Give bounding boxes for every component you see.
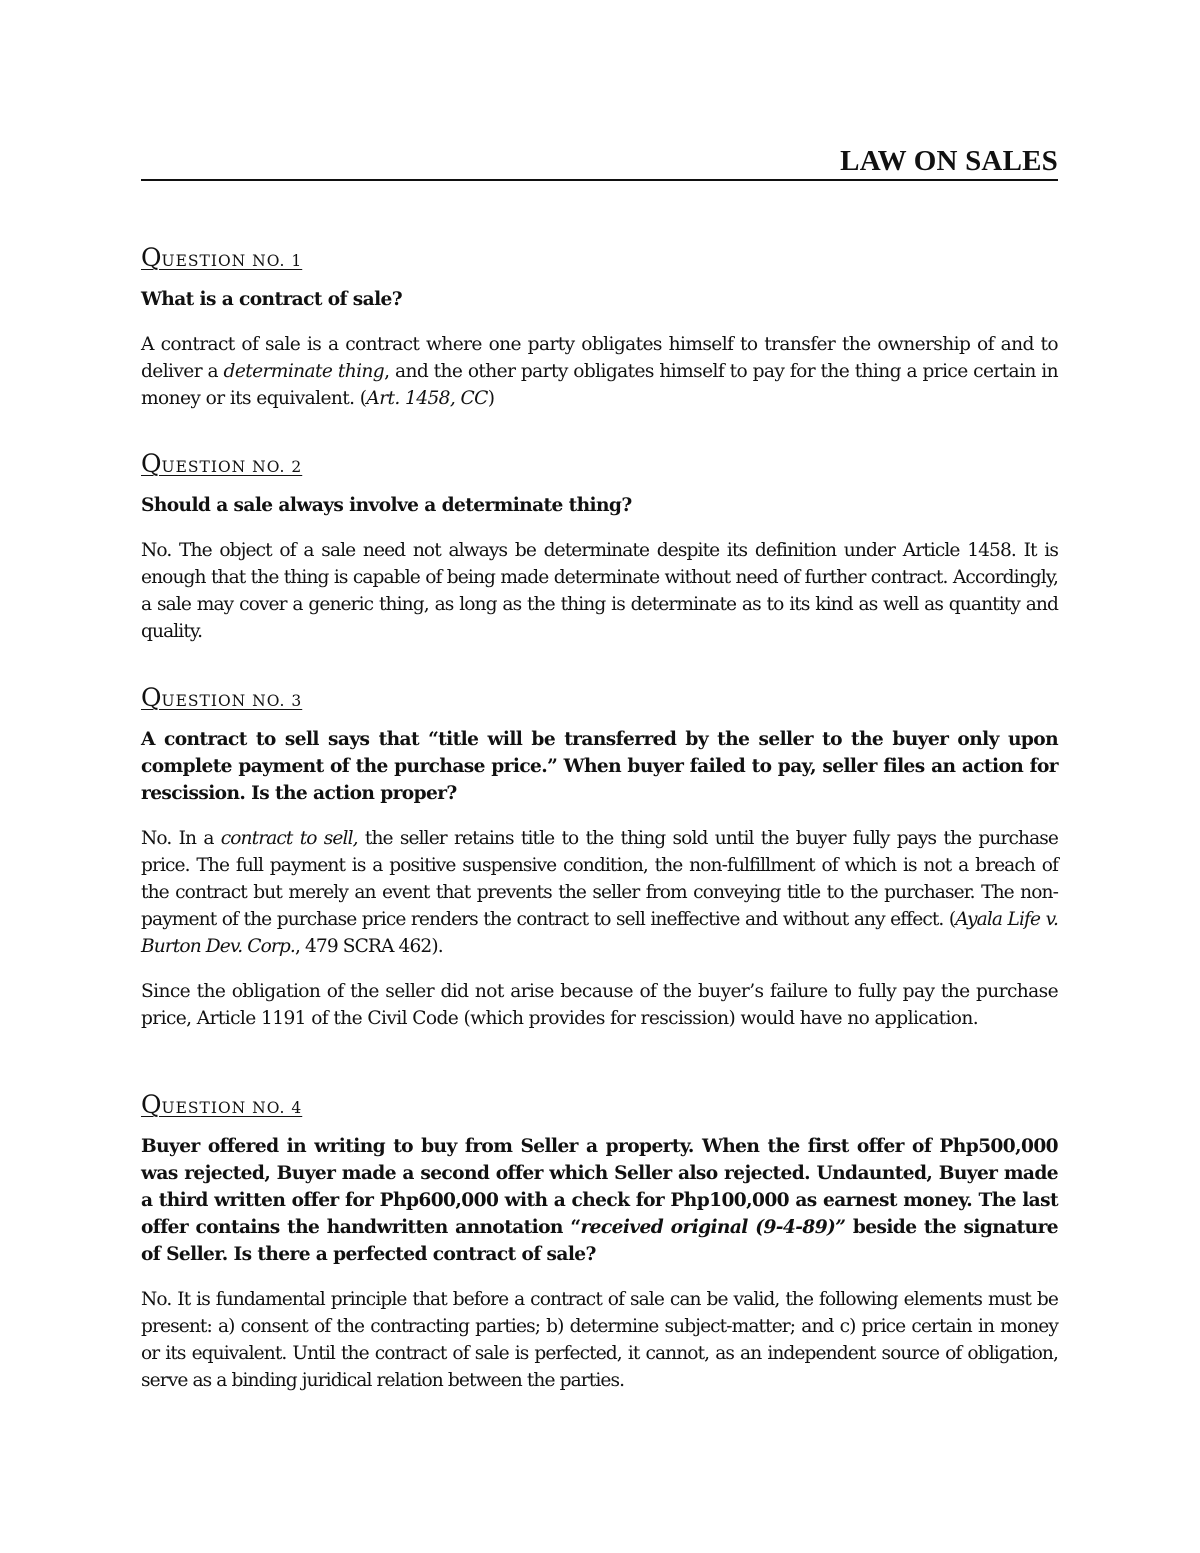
answer-text: No. It is fundamental principle that before a contract of sale can be valid, the following elements must be present: a) consent of the contracting parties; b) determine subject-matter; and c) price certain in money or its equivalent. Until the contract of sale is perfected, it cannot, as an independent source of obligation, serve as a binding juridical relation between the parties. — [141, 1289, 1058, 1391]
question-emphasis: received original (9-4-89)” — [580, 1217, 846, 1238]
heading-initial: Q — [141, 243, 162, 272]
question-block-2 — [141, 449, 1058, 645]
citation-emphasis: Ayala Life v. Burton Dev. Corp. — [141, 909, 1058, 957]
question-text: A contract to sell says that “title will be transferred by the seller to the buyer only upon complete payment of the purchase price.” When buyer failed to pay, seller files an action for rescission. Is the action proper? — [141, 729, 1058, 804]
answer-text — [141, 331, 1058, 412]
question-heading — [141, 243, 1058, 272]
question-heading — [141, 1090, 1058, 1119]
answer-segment: , 479 SCRA 462). — [294, 936, 443, 957]
heading-initial: Q — [141, 1090, 162, 1119]
question-text: What is a contract of sale? — [141, 289, 403, 310]
answer-emphasis: contract to sell, — [220, 828, 358, 849]
header-title: LAW ON SALES — [840, 145, 1058, 177]
answer-segment: A contract of sale is a contract where one party obligates himself to transfer the ownership of and to deliver a — [141, 334, 1058, 382]
question-block-1 — [141, 243, 1058, 412]
heading-rest: UESTION NO. 4 — [161, 1099, 303, 1117]
answer-text-2: Since the obligation of the seller did not arise because of the buyer’s failure to fully pay the purchase price, Article 1191 of the Civil Code (which provides for rescission) would have no application. — [141, 981, 1058, 1029]
question-segment: beside the signature of Seller. Is there a perfected contract of sale? — [141, 1217, 1058, 1265]
question-text — [141, 1133, 1058, 1268]
answer-emphasis: determinate thing — [223, 361, 385, 382]
answer-segment: the seller retains title to the thing sold until the buyer fully pays the purchase price. The full payment is a positive suspensive condition, the non-fulfillment of which is not a breach of the contract but merely an event that prevents the seller from conveying title to the purchaser. The non-payment of the purchase price renders the contract to sell ineffective and without any effect. ( — [141, 828, 1058, 930]
heading-rest: UESTION NO. 1 — [161, 252, 303, 270]
heading-initial: Q — [141, 449, 162, 478]
citation-emphasis: Art. 1458, CC — [366, 388, 488, 409]
answer-segment: , and the other party obligates himself to pay for the thing a price certain in money or its equivalent. ( — [141, 361, 1058, 409]
question-block-4 — [141, 1090, 1058, 1394]
question-heading — [141, 683, 1058, 712]
heading-rest: UESTION NO. 3 — [161, 692, 303, 710]
question-segment: Buyer offered in writing to buy from Seller a property. When the first offer of Php500,000 was rejected, Buyer made a second offer which Seller also rejected. Undaunted, Buyer made a third written offer for Php600,000 with a check for Php100,000 as earnest money. The last offer contains the handwritten annotation “ — [141, 1136, 1058, 1238]
page-header — [141, 145, 1058, 181]
answer-text — [141, 825, 1058, 960]
question-heading — [141, 449, 1058, 478]
question-text: Should a sale always involve a determinate thing? — [141, 495, 632, 516]
question-block-3 — [141, 683, 1058, 1032]
heading-rest: UESTION NO. 2 — [161, 458, 303, 476]
answer-text: No. The object of a sale need not always be determinate despite its definition under Article 1458. It is enough that the thing is capable of being made determinate without need of further contract. Accordingly, a sale may cover a generic thing, as long as the thing is determinate as to its kind as well as quantity and quality. — [141, 540, 1058, 642]
answer-segment: ) — [487, 388, 495, 409]
answer-segment: No. In a — [141, 828, 221, 849]
heading-initial: Q — [141, 683, 162, 712]
